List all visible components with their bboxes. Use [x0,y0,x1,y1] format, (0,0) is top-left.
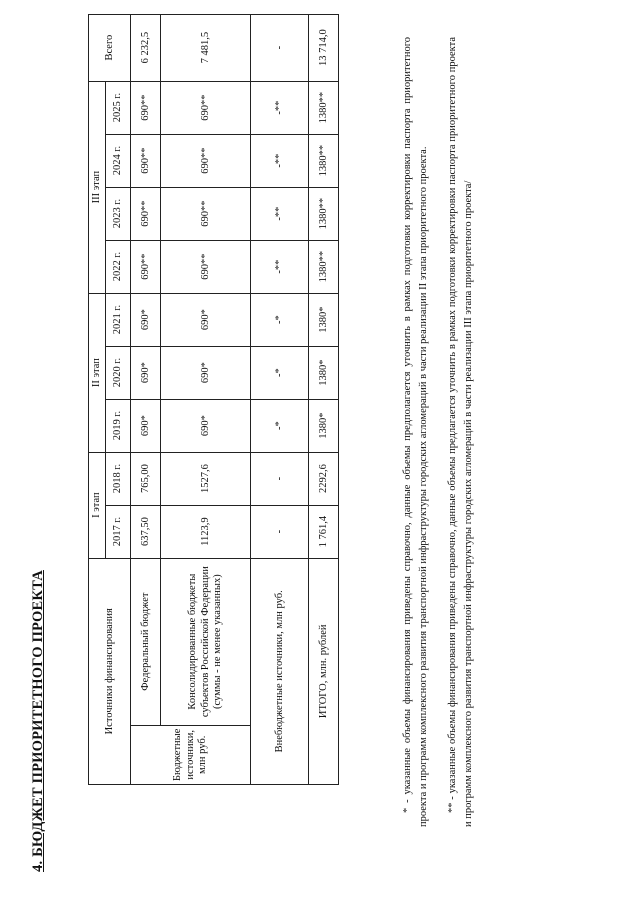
year-header: 2025 г. [106,81,131,134]
table-cell: 690* [161,399,251,452]
budget-table [88,14,339,785]
table-cell: 690** [131,240,161,293]
table-cell: -* [251,399,309,452]
year-header: 2018 г. [106,452,131,505]
table-row [161,14,251,784]
year-header: 2019 г. [106,399,131,452]
table-row [309,14,339,784]
row-label: ИТОГО, млн. рублей [309,558,339,784]
stage-1-header: I этап [89,452,106,558]
section-title: 4. БЮДЖЕТ ПРИОРИТЕТНОГО ПРОЕКТА [30,570,46,872]
table-cell: -* [251,293,309,346]
table-cell: 690** [161,240,251,293]
row-label: Консолидированные бюджеты субъектов Российской Федерации (суммы - не менее указанных) [161,558,251,725]
table-cell: - [251,452,309,505]
stage-2-header: II этап [89,293,106,452]
table-cell: 690** [161,81,251,134]
footnote: * - указанные объемы финансирования приведены справочно, данные объемы предполагается уточнить в рамках подготовки корректировки паспорта приоритетного проекта и программ комплексного развития транспортной инфраструктуры городских агломераций в части реализации II этапа приоритетного проекта. [402,37,430,827]
table-cell: 1380** [309,81,339,134]
total-cell: 13 714,0 [309,14,339,81]
table-cell: 1380** [309,134,339,187]
year-header: 2017 г. [106,505,131,558]
table-cell: -** [251,81,309,134]
year-header: 2024 г. [106,134,131,187]
year-header: 2021 г. [106,293,131,346]
table-cell: 690* [131,293,161,346]
table-cell: 690** [131,134,161,187]
total-cell: 7 481,5 [161,14,251,81]
table-cell: 1380** [309,240,339,293]
table-cell: 690** [131,187,161,240]
table-cell: -** [251,134,309,187]
table-cell: 1123,9 [161,505,251,558]
table-cell: 2292,6 [309,452,339,505]
table-row [251,14,309,784]
table-cell: 690** [131,81,161,134]
stage-3-header: III этап [89,81,106,293]
table-cell: 690** [161,134,251,187]
table-cell: 1380* [309,346,339,399]
year-header: 2023 г. [106,187,131,240]
row-label: Внебюджетные источники, млн руб. [251,558,309,784]
table-cell: 690** [161,187,251,240]
table-cell: -** [251,187,309,240]
budget-group-label: Бюджетные источники, млн руб. [131,725,251,784]
year-header: 2022 г. [106,240,131,293]
table-cell: 690* [161,346,251,399]
total-cell: 6 232,5 [131,14,161,81]
footnote: ** - указанные объемы финансирования приведены справочно, данные объемы предлагается уточнить в рамках подготовки корректировки паспорта приоритетного проекта и программ комплексного развития транспортной инфраструктуры городских агломераций в части реализации III этапа приоритетного проекта/ [446,37,474,827]
table-cell: 690* [131,346,161,399]
table-row [131,14,161,784]
table-cell: -** [251,240,309,293]
table-cell: 1380* [309,293,339,346]
total-header: Всего [89,14,131,81]
table-cell: - [251,505,309,558]
table-cell: 690* [161,293,251,346]
table-cell: 637,50 [131,505,161,558]
row-label: Федеральный бюджет [131,558,161,725]
table-cell: 1380* [309,399,339,452]
table-cell: 1527,6 [161,452,251,505]
table-cell: -* [251,346,309,399]
table-cell: 765,00 [131,452,161,505]
year-header: 2020 г. [106,346,131,399]
sources-header: Источники финансирования [89,558,131,784]
table-cell: 1 761,4 [309,505,339,558]
total-cell: - [251,14,309,81]
table-cell: 690* [131,399,161,452]
footnotes [400,37,489,827]
table-cell: 1380** [309,187,339,240]
